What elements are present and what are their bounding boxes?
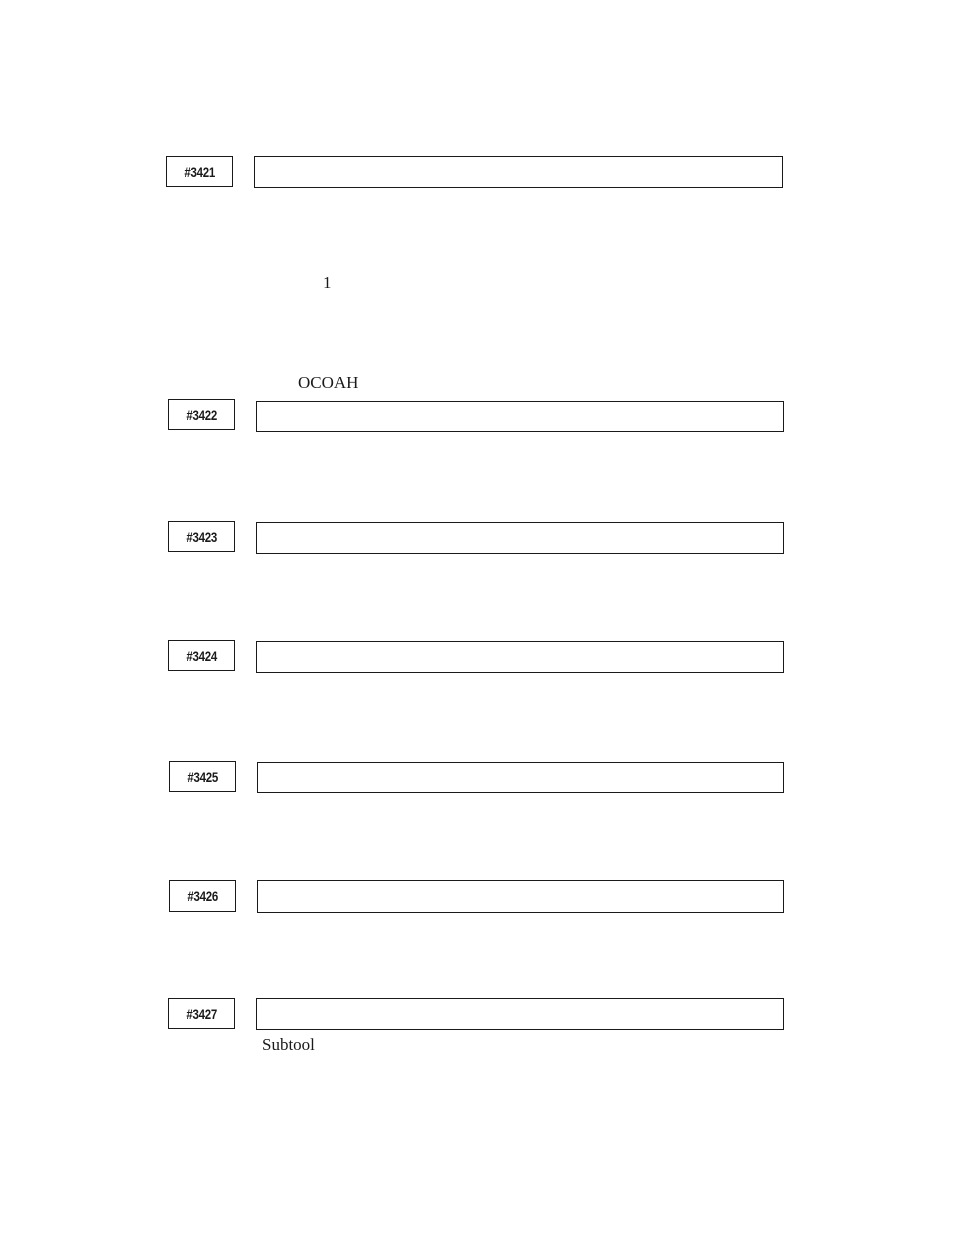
param-label-text: #3421 xyxy=(184,163,215,180)
param-label-3426 xyxy=(169,880,236,912)
param-label-3423 xyxy=(168,521,235,552)
param-label-text: #3425 xyxy=(187,768,218,785)
param-label-3424 xyxy=(168,640,235,671)
param-field-3424[interactable] xyxy=(256,641,784,673)
param-label-3421 xyxy=(166,156,233,187)
param-label-text: #3423 xyxy=(186,528,217,545)
param-label-text: #3426 xyxy=(187,888,218,904)
param-label-text: #3424 xyxy=(186,647,217,664)
param-label-text: #3427 xyxy=(186,1005,217,1022)
note-digit-one: 1 xyxy=(323,273,332,292)
param-field-3427[interactable] xyxy=(256,998,784,1030)
param-label-text: #3422 xyxy=(186,406,217,423)
param-field-3425[interactable] xyxy=(257,762,784,793)
param-field-3421[interactable] xyxy=(254,156,783,188)
param-field-3422[interactable] xyxy=(256,401,784,432)
param-label-3422 xyxy=(168,399,235,430)
note-ocoah: OCOAH xyxy=(298,373,359,392)
param-field-3426[interactable] xyxy=(257,880,784,913)
param-label-3427 xyxy=(168,998,235,1029)
param-field-3423[interactable] xyxy=(256,522,784,554)
note-subtool: Subtool xyxy=(262,1035,315,1054)
param-label-3425 xyxy=(169,761,236,792)
